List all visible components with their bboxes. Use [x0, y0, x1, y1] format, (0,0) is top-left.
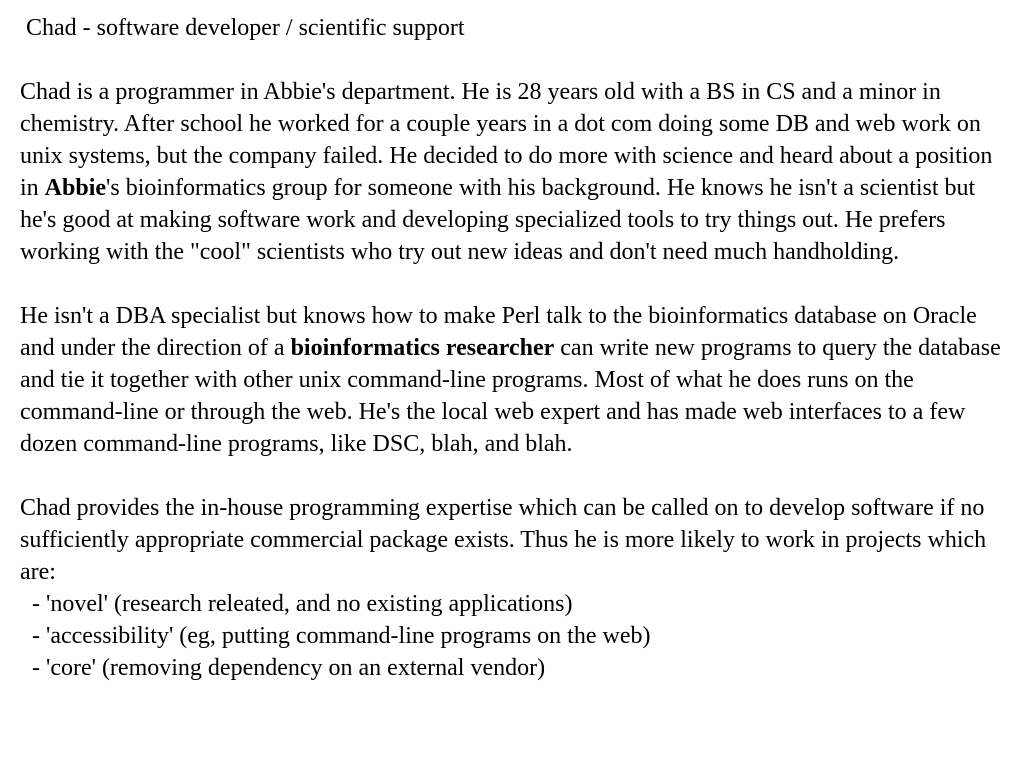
paragraph-role: Chad provides the in-house programming expertise which can be called on to develop software if no sufficiently appropriate commercial package exists. Thus he is more likely to work in projects which are:: [20, 495, 987, 585]
list-item-novel: - 'novel' (research releated, and no existing applications): [20, 591, 573, 617]
bold-term-bioinformatics-researcher: bioinformatics researcher: [290, 335, 555, 361]
document: [20, 12, 1010, 684]
paragraph-text: 's bioinformatics group for someone with his background. He knows he isn't a scientist but he's good at making software work and developing specialized tools to try things out. He prefers working with the "cool" scientists who try out new ideas and don't need much handholding.: [20, 175, 976, 265]
list-item-core: - 'core' (removing dependency on an external vendor): [20, 655, 546, 681]
page-title: Chad - software developer / scientific support: [26, 15, 465, 41]
paragraph-skills: [20, 300, 1010, 460]
paragraph-text: can write new programs to query the database and tie it together with other unix command-line programs. Most of what he does runs on the command-line or through the web. He's the local web expert and has made web interfaces to a few dozen command-line programs, like DSC, blah, and blah.: [20, 335, 1001, 457]
paragraph-text: He isn't a DBA specialist but knows how to make Perl talk to the bioinformatics database on Oracle and under the direction of a: [20, 303, 977, 361]
list-item-accessibility: - 'accessibility' (eg, putting command-line programs on the web): [20, 623, 651, 649]
paragraph-text: Chad is a programmer in Abbie's department. He is 28 years old with a BS in CS and a minor in chemistry. After school he worked for a couple years in a dot com doing some DB and web work on unix systems, but the company failed. He decided to do more with science and heard about a position in: [20, 79, 993, 201]
paragraph-background: [20, 76, 1010, 268]
project-type-list: [20, 588, 1010, 684]
bold-term-abbie: Abbie: [44, 175, 107, 201]
